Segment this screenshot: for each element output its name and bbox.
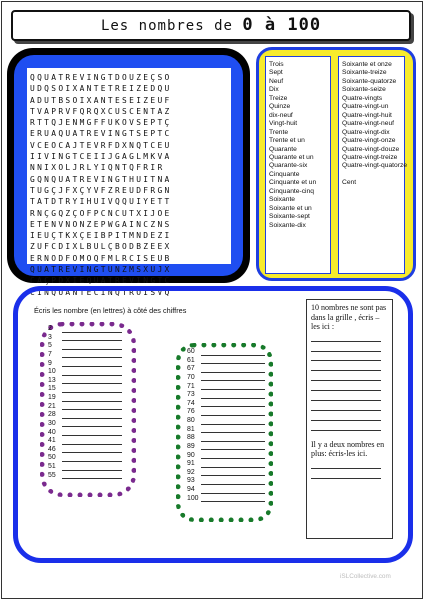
- answer-line[interactable]: [62, 461, 122, 462]
- answer-line[interactable]: [62, 383, 122, 384]
- writing-line[interactable]: [311, 332, 381, 342]
- answer-row: [48, 463, 61, 472]
- word-list-item: Quatre-vingt-quatorze: [342, 162, 408, 170]
- answer-line[interactable]: [62, 470, 122, 471]
- answer-row: [187, 400, 200, 409]
- word-list-item: Treize: [269, 94, 288, 102]
- number-label: 28: [48, 411, 56, 419]
- number-label: 46: [48, 445, 56, 453]
- grid-row: ERUAQUATREVINGTSEPTC: [30, 129, 172, 139]
- grid-row: IEUÇTKXÇEIBPITMNDEZI: [30, 231, 172, 241]
- word-list-item: Soixante-treize: [342, 69, 387, 77]
- number-label: 93: [187, 477, 195, 485]
- title-box: [11, 10, 411, 41]
- answer-line[interactable]: [201, 441, 265, 442]
- answer-line[interactable]: [62, 332, 122, 333]
- word-list-left: [265, 56, 331, 274]
- answer-row: [187, 417, 200, 426]
- word-list-item: Quarante-six: [269, 162, 308, 170]
- answer-line[interactable]: [62, 452, 122, 453]
- number-label: 88: [187, 434, 195, 442]
- grid-row: VCEOCAJTEVRFDXNQTCEU: [30, 140, 172, 150]
- answer-line[interactable]: [201, 467, 265, 468]
- answer-line[interactable]: [201, 484, 265, 485]
- number-label: 60: [187, 348, 195, 355]
- number-label: 89: [187, 442, 195, 450]
- word-list-item: Vingt-huit: [269, 120, 298, 128]
- number-label: 41: [48, 437, 56, 445]
- word-list-item: Quarante et un: [269, 153, 314, 161]
- word-list-item: Soixante: [269, 196, 296, 204]
- number-label: 2: [48, 325, 52, 332]
- answer-line[interactable]: [201, 372, 265, 373]
- number-label: 73: [187, 391, 195, 399]
- number-label: 10: [48, 368, 56, 376]
- answer-line[interactable]: [62, 401, 122, 402]
- writing-line[interactable]: [311, 421, 381, 431]
- grid-row: GQNQUATREVINGTHUITNA: [30, 174, 172, 184]
- number-label: 71: [187, 382, 195, 390]
- answer-row: [187, 443, 200, 452]
- writing-line[interactable]: [311, 342, 381, 352]
- missing-numbers-box: [306, 299, 393, 539]
- answer-row: [48, 472, 61, 481]
- answer-row: [48, 342, 61, 351]
- answer-line[interactable]: [201, 398, 265, 399]
- answer-row: [187, 391, 200, 400]
- worksheet-title: [13, 12, 409, 39]
- number-label: 67: [187, 365, 195, 373]
- right-number-list: [187, 348, 200, 503]
- answer-line[interactable]: [201, 424, 265, 425]
- word-list-item: Trente: [269, 128, 289, 136]
- number-label: 91: [187, 460, 195, 468]
- writing-line[interactable]: [311, 391, 381, 401]
- word-list-right: [338, 56, 408, 274]
- word-list-item: Cinquante: [269, 170, 300, 178]
- title-mid: à: [253, 15, 288, 35]
- grid-row: TATDTRYIHUIVQQUIYETT: [30, 197, 172, 207]
- grid-row: QQUATREVINGTDOUZEÇSO: [30, 73, 172, 82]
- grid-row: TVAPRVFQRQXCUSCENTAZ: [30, 106, 172, 116]
- number-label: 55: [48, 471, 56, 479]
- answer-line[interactable]: [201, 355, 265, 356]
- answer-line[interactable]: [201, 415, 265, 416]
- answer-line[interactable]: [201, 380, 265, 381]
- word-list-panel: [256, 47, 416, 281]
- number-label: 7: [48, 350, 52, 358]
- grid-row: IIVINGTCEIIJGAGLMKVA: [30, 152, 172, 162]
- writing-line[interactable]: [311, 401, 381, 411]
- number-label: 61: [187, 356, 195, 364]
- number-label: 80: [187, 417, 195, 424]
- answer-line[interactable]: [201, 475, 265, 476]
- number-label: 92: [187, 468, 195, 476]
- answer-row: [48, 446, 61, 455]
- answer-row: [187, 477, 200, 486]
- grid-row: TUGÇJFXÇYVFZREUDFRGN: [30, 185, 172, 195]
- number-label: 74: [187, 399, 195, 407]
- answer-row: [48, 368, 61, 377]
- word-list-item: Soixante-seize: [342, 86, 386, 94]
- word-list-item: Quatre-vingt-onze: [342, 137, 396, 145]
- left-number-list: [48, 325, 61, 480]
- answer-line[interactable]: [62, 366, 122, 367]
- number-label: 13: [48, 376, 56, 384]
- answer-line[interactable]: [62, 357, 122, 358]
- title-to: 100: [287, 15, 322, 35]
- word-list-item: Dix: [269, 86, 279, 94]
- word-list-item: Soixante et un: [269, 204, 312, 212]
- answer-line[interactable]: [201, 501, 265, 502]
- answer-line[interactable]: [62, 418, 122, 419]
- word-list-item: Neuf: [269, 77, 284, 85]
- word-search-frame: [7, 48, 250, 297]
- answer-row: [48, 429, 61, 438]
- number-label: 50: [48, 454, 56, 462]
- word-list-item: Sept: [269, 69, 283, 77]
- number-label: 21: [48, 402, 56, 410]
- grid-row: NNIXOLJRLYIQNTQFRIR: [30, 163, 165, 173]
- number-label: 76: [187, 408, 195, 416]
- grid-row: ETENVNONZEPWGAINCZNS: [30, 219, 172, 229]
- grid-row: RNÇGQZÇOFPCNCUTXIJOE: [30, 208, 172, 218]
- answer-line[interactable]: [62, 444, 122, 445]
- answer-line[interactable]: [201, 406, 265, 407]
- number-label: 51: [48, 463, 56, 470]
- answer-row: [48, 334, 61, 343]
- writing-line[interactable]: [311, 381, 381, 391]
- answer-line[interactable]: [62, 375, 122, 376]
- word-list-item: Trente et un: [269, 137, 305, 145]
- word-list-item: Quatre-vingt-dix: [342, 128, 390, 136]
- word-list-item: Trois: [269, 61, 284, 68]
- number-label: 100: [187, 494, 199, 502]
- word-list-item: Quarante: [269, 145, 297, 153]
- answer-row: [187, 374, 200, 383]
- answer-row: [48, 360, 61, 369]
- answer-row: [48, 351, 61, 360]
- answer-row: [187, 495, 200, 504]
- answer-line[interactable]: [62, 409, 122, 410]
- number-label: 40: [48, 428, 56, 436]
- word-list-item: Soixante et onze: [342, 61, 392, 68]
- number-label: 70: [187, 373, 195, 381]
- answer-row: [48, 454, 61, 463]
- grid-row: ERNODFOMOQFMLRCISEUB: [30, 253, 172, 263]
- grid-row: QUATREVINGTUNZMSXUJX: [30, 265, 172, 275]
- answer-row: [187, 426, 200, 435]
- answer-line[interactable]: [201, 389, 265, 390]
- writing-line[interactable]: [311, 361, 381, 371]
- word-list-item: Soixante-sept: [269, 213, 310, 221]
- word-list-item: Quatre-vingt-douze: [342, 145, 400, 153]
- answer-line[interactable]: [62, 426, 122, 427]
- number-label: 30: [48, 419, 56, 427]
- answer-row: [187, 357, 200, 366]
- exercise-instruction: Écris les nombre (en lettres) à côté des chiffres: [34, 306, 187, 315]
- grid-row: ZUFCDIXLBULÇBODBZEEX: [30, 242, 172, 252]
- answer-row: [187, 383, 200, 392]
- answer-row: [187, 434, 200, 443]
- answer-line[interactable]: [201, 493, 265, 494]
- number-label: 94: [187, 486, 195, 493]
- answer-line[interactable]: [201, 432, 265, 433]
- word-search-border: [14, 55, 243, 297]
- number-label: 81: [187, 425, 195, 433]
- answer-row: [48, 403, 61, 412]
- answer-row: [187, 348, 200, 357]
- grid-row: CAÇPDXIEQUATREVINGTC: [30, 276, 172, 286]
- answer-line[interactable]: [62, 340, 122, 341]
- writing-line[interactable]: [311, 371, 381, 381]
- answer-line[interactable]: [62, 349, 122, 350]
- word-list-item: Cinquante et un: [269, 179, 317, 187]
- word-list-item: Soixante-dix: [269, 221, 306, 229]
- answer-row: [187, 469, 200, 478]
- writing-line[interactable]: [311, 352, 381, 362]
- number-label: 90: [187, 451, 195, 459]
- answer-row: [48, 377, 61, 386]
- missing-numbers-note: 10 nombres ne sont pas dans la grille , écris –les ici :: [311, 303, 387, 332]
- word-list-item: Quatre-vingt-treize: [342, 153, 398, 161]
- answer-row: [187, 460, 200, 469]
- number-label: 5: [48, 342, 52, 350]
- answer-row: [187, 486, 200, 495]
- writing-line[interactable]: [311, 469, 381, 479]
- title-prefix: Les nombres de: [100, 18, 243, 34]
- title-from: 0: [242, 15, 254, 35]
- grid-row: CINQUANTECINQTROISVQ: [30, 287, 172, 297]
- answer-line[interactable]: [201, 458, 265, 459]
- answer-line[interactable]: [201, 449, 265, 450]
- answer-row: [187, 452, 200, 461]
- answer-row: [48, 325, 61, 334]
- word-list-item: Quatre-vingt-huit: [342, 111, 392, 119]
- word-list-extra: Cent: [342, 178, 357, 186]
- word-list-item: Cinquante-cinq: [269, 187, 314, 195]
- extra-numbers-note: Il y a deux nombres en plus: écris-les ici.: [311, 439, 385, 459]
- word-list-item: Quatre-vingt-neuf: [342, 120, 395, 128]
- word-search-grid: [27, 68, 231, 297]
- answer-row: [187, 365, 200, 374]
- grid-row: UDQSOIXANTETREIZEDQU: [30, 84, 172, 94]
- answer-line[interactable]: [62, 392, 122, 393]
- answer-line[interactable]: [62, 478, 122, 479]
- number-label: 9: [48, 359, 52, 367]
- number-label: 3: [48, 333, 52, 341]
- grid-row: RTTQJENMGFFUKOVSEPTÇ: [30, 118, 172, 128]
- answer-row: [48, 385, 61, 394]
- writing-line[interactable]: [311, 459, 381, 469]
- word-list-item: Quinze: [269, 103, 291, 111]
- word-list-item: Soixante-quatorze: [342, 77, 397, 85]
- answer-row: [48, 420, 61, 429]
- grid-row: ADUTBSOIXANTESEIZEUF: [30, 95, 172, 105]
- writing-line[interactable]: [311, 411, 381, 421]
- word-list-item: Quatre-vingt-un: [342, 103, 389, 111]
- watermark: iSLCollective.com: [340, 573, 391, 580]
- answer-line[interactable]: [201, 363, 265, 364]
- answer-row: [48, 394, 61, 403]
- number-label: 15: [48, 385, 56, 393]
- word-list-item: dix-neuf: [269, 111, 293, 119]
- answer-row: [48, 437, 61, 446]
- word-list-item: Quatre-vingts: [342, 94, 383, 102]
- number-label: 19: [48, 394, 56, 401]
- answer-row: [187, 408, 200, 417]
- answer-row: [48, 411, 61, 420]
- answer-line[interactable]: [62, 435, 122, 436]
